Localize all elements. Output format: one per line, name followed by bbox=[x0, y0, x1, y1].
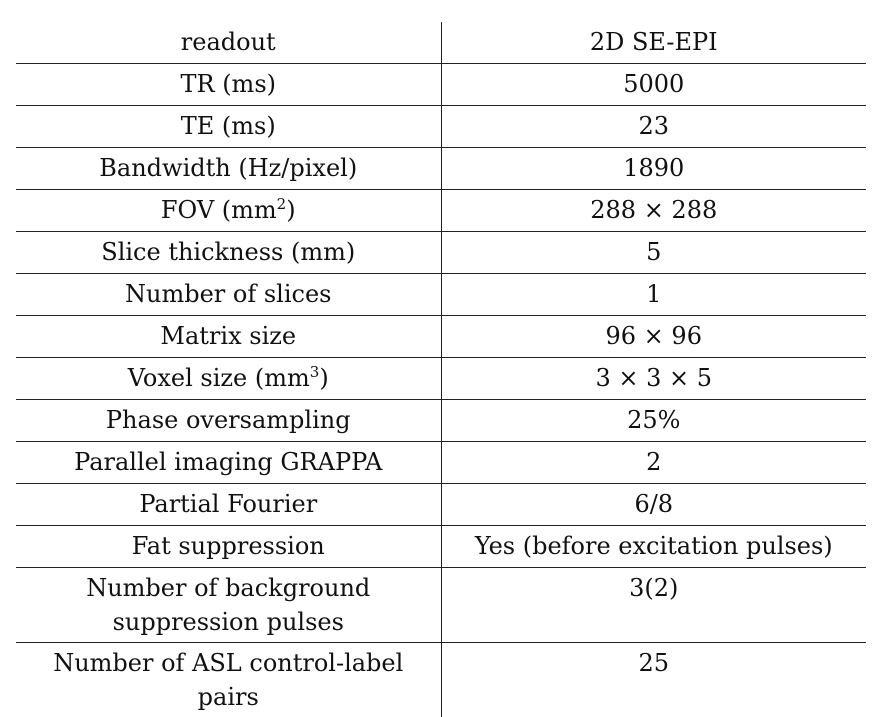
table-row bbox=[16, 316, 866, 358]
parameter-label: Partial Fourier bbox=[16, 484, 441, 526]
parameter-value: 5000 bbox=[441, 64, 866, 106]
table-row bbox=[16, 526, 866, 568]
table-row bbox=[16, 64, 866, 106]
parameter-label: TE (ms) bbox=[16, 106, 441, 148]
parameter-label: Matrix size bbox=[16, 316, 441, 358]
parameter-label: TR (ms) bbox=[16, 64, 441, 106]
table-row bbox=[16, 22, 866, 64]
superscript: 2 bbox=[277, 195, 287, 213]
table-row bbox=[16, 643, 866, 717]
parameter-label: Fat suppression bbox=[16, 526, 441, 568]
parameter-value: 3 × 3 × 5 bbox=[441, 358, 866, 400]
parameter-value: 2 bbox=[441, 442, 866, 484]
parameter-value: 288 × 288 bbox=[441, 190, 866, 232]
parameter-value: 25% bbox=[441, 400, 866, 442]
table-row bbox=[16, 484, 866, 526]
parameter-label: readout bbox=[16, 22, 441, 64]
table-row bbox=[16, 400, 866, 442]
label-text: FOV (mm bbox=[161, 196, 277, 224]
label-text-end: ) bbox=[319, 364, 328, 392]
parameter-label: Parallel imaging GRAPPA bbox=[16, 442, 441, 484]
parameter-value: Yes (before excitation pulses) bbox=[441, 526, 866, 568]
parameter-value: 5 bbox=[441, 232, 866, 274]
table-row bbox=[16, 568, 866, 643]
parameter-label: Bandwidth (Hz/pixel) bbox=[16, 148, 441, 190]
label-line-1: Number of ASL control-label bbox=[53, 649, 403, 677]
table-row bbox=[16, 358, 866, 400]
parameter-table-container bbox=[16, 22, 866, 717]
parameter-label bbox=[16, 643, 441, 717]
parameter-value: 1890 bbox=[441, 148, 866, 190]
parameter-label: Number of slices bbox=[16, 274, 441, 316]
label-text-end: ) bbox=[286, 196, 295, 224]
table-row bbox=[16, 442, 866, 484]
parameter-value: 6/8 bbox=[441, 484, 866, 526]
acquisition-parameters-table bbox=[16, 22, 866, 717]
table-row bbox=[16, 106, 866, 148]
parameter-label bbox=[16, 568, 441, 643]
table-row bbox=[16, 148, 866, 190]
table-row bbox=[16, 274, 866, 316]
label-text: Voxel size (mm bbox=[128, 364, 310, 392]
parameter-label: Slice thickness (mm) bbox=[16, 232, 441, 274]
parameter-value: 25 bbox=[441, 643, 866, 717]
parameter-label bbox=[16, 358, 441, 400]
parameter-value: 96 × 96 bbox=[441, 316, 866, 358]
parameter-label bbox=[16, 190, 441, 232]
parameter-value: 3(2) bbox=[441, 568, 866, 643]
superscript: 3 bbox=[310, 363, 320, 381]
table-row bbox=[16, 232, 866, 274]
label-line-2: pairs bbox=[198, 683, 259, 711]
parameter-value: 1 bbox=[441, 274, 866, 316]
parameter-value: 2D SE-EPI bbox=[441, 22, 866, 64]
table-row bbox=[16, 190, 866, 232]
parameter-label: Phase oversampling bbox=[16, 400, 441, 442]
label-line-1: Number of background bbox=[86, 574, 370, 602]
parameter-value: 23 bbox=[441, 106, 866, 148]
label-line-2: suppression pulses bbox=[113, 608, 344, 636]
